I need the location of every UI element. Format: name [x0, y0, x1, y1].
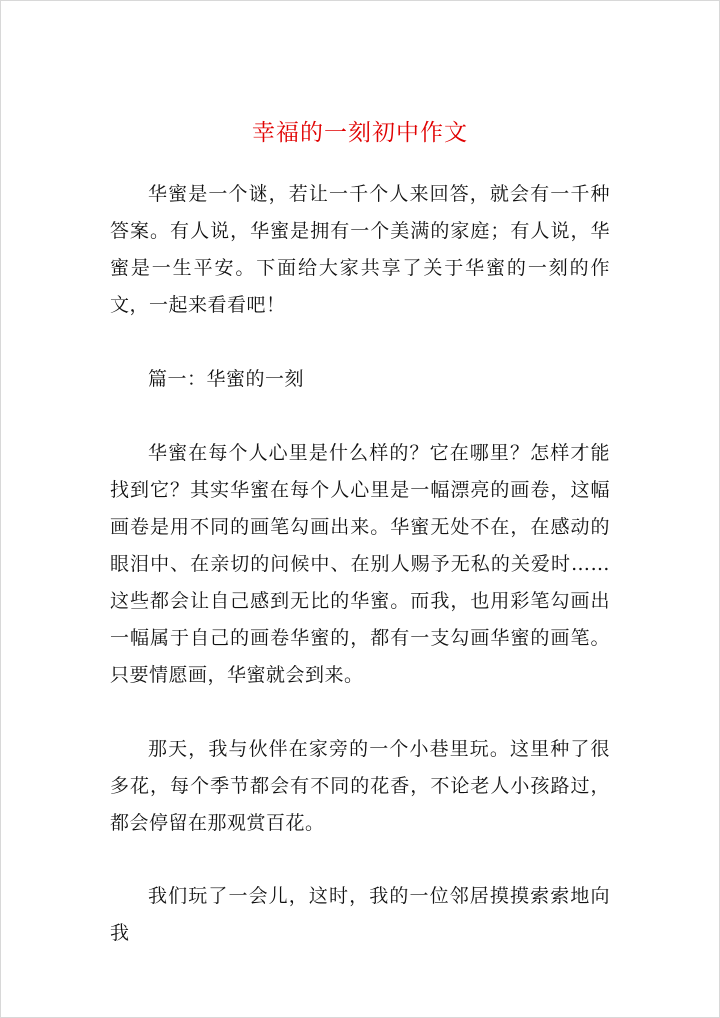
- section-heading: 篇一：华蜜的一刻: [148, 368, 305, 390]
- paragraph-body-1: 华蜜在每个人心里是什么样的？它在哪里？怎样才能找到它？其实华蜜在每个人心里是一幅漂亮的画卷，这幅画卷是用不同的画笔勾画出来。华蜜无处不在，在感动的眼泪中、在亲切的问候中、在别人赐予无私的关爱时……这些都会让自己感到无比的华蜜。而我，也用彩笔勾画出一幅属于自己的画卷华蜜的，都有一支勾画华蜜的画笔。只要情愿画，华蜜就会到来。: [110, 442, 610, 686]
- paragraph-body-3: 我们玩了一会儿，这时，我的一位邻居摸摸索索地向我: [110, 885, 610, 944]
- document-title: 幸福的一刻初中作文: [252, 120, 468, 146]
- paragraph-intro: 华蜜是一个谜，若让一千个人来回答，就会有一千种答案。有人说，华蜜是拥有一个美满的家庭；有人说，华蜜是一生平安。下面给大家共享了关于华蜜的一刻的作文，一起来看看吧！: [110, 183, 610, 316]
- paragraph-body-2: 那天，我与伙伴在家旁的一个小巷里玩。这里种了很多花，每个季节都会有不同的花香，不论老人小孩路过，都会停留在那观赏百花。: [110, 738, 610, 834]
- document-body: [110, 176, 610, 952]
